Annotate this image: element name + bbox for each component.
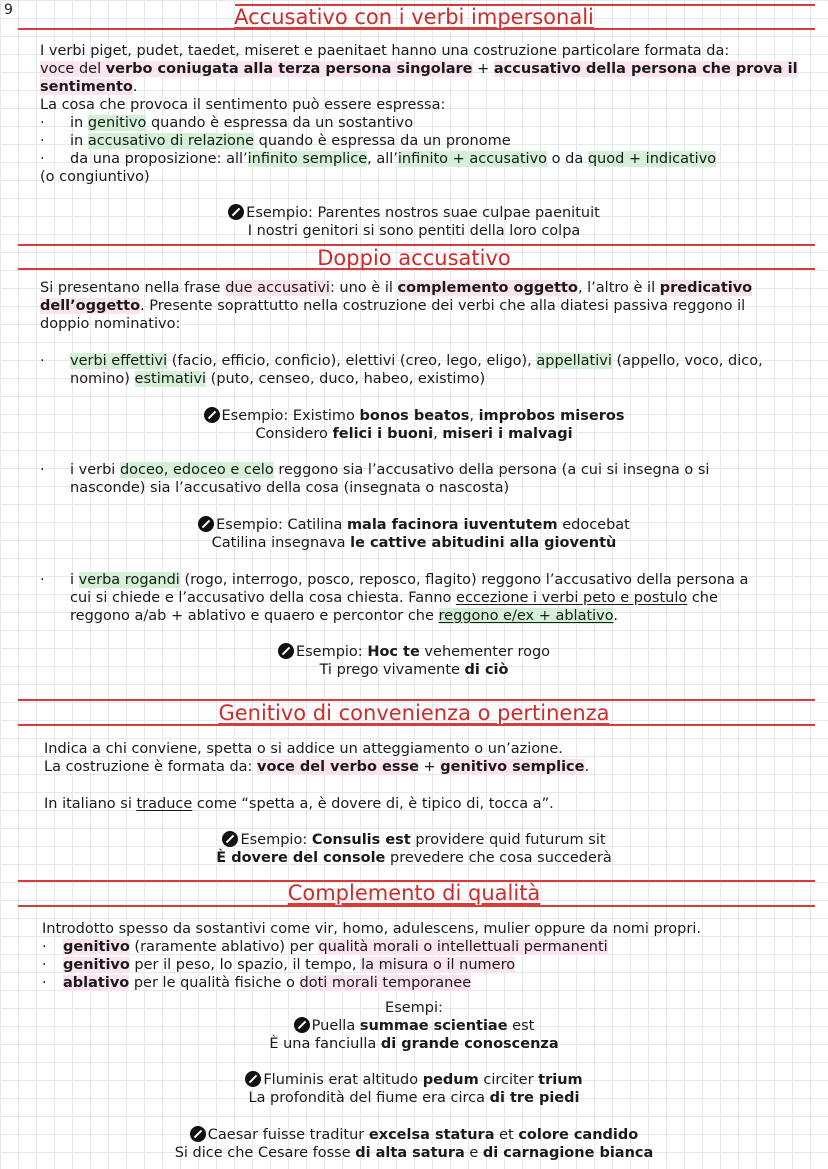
bullet-icon: · — [40, 151, 45, 167]
page-number: 9 — [4, 2, 13, 18]
example-latin: Fluminis erat altitudo pedum circiter trium — [100, 1071, 728, 1089]
list-item: i verbi doceo, edoceo e celo reggono sia l’accusativo della persona (a cui si insegna o si — [70, 462, 710, 478]
paragraph-line: sentimento. — [40, 79, 138, 95]
paragraph-line: Introdotto spesso da sostantivi come vir, homo, adulescens, mulier oppure da nomi propri. — [42, 921, 701, 937]
example-latin: Esempio: Hoc te vehementer rogo — [100, 643, 728, 661]
bullet-icon: · — [40, 115, 45, 131]
list-item: reggono a/ab + ablativo e quaero e percontor che reggono e/ex + ablativo. — [70, 608, 618, 624]
section-title-complemento-qualita: Complemento di qualità — [287, 881, 541, 905]
example-latin: Esempio: Catilina mala facinora iuventutem edocebat — [100, 516, 728, 534]
example-latin: Esempio: Parentes nostros suae culpae paenituit — [100, 204, 728, 222]
bullet-icon: · — [40, 462, 45, 478]
example-translation: È una fanciulla di grande conoscenza — [269, 1036, 559, 1052]
pencil-icon — [198, 516, 214, 532]
paragraph-line: Indica a chi conviene, spetta o si addice un atteggiamento o un’azione. — [44, 741, 563, 757]
list-item: ablativo per le qualità fisiche o doti morali temporanee — [63, 975, 472, 991]
list-item: verbi effettivi (facio, efficio, conficio), elettivi (creo, lego, eligo), appellativi (appello, voco, dico, — [70, 353, 763, 369]
example-translation: Si dice che Cesare fosse di alta satura e di carnagione bianca — [174, 1145, 654, 1161]
pencil-icon — [245, 1071, 261, 1087]
example-translation: Catilina insegnava le cattive abitudini alla gioventù — [211, 535, 617, 551]
example-latin: Esempio: Existimo bonos beatos, improbos miseros — [100, 407, 728, 425]
section-title-doppio-accusativo: Doppio accusativo — [317, 246, 511, 270]
section-title-accusativo-impersonali: Accusativo con i verbi impersonali — [234, 5, 594, 29]
pencil-icon — [278, 643, 294, 659]
list-item: in genitivo quando è espressa da un sostantivo — [70, 115, 414, 131]
paragraph-line: voce del verbo coniugata alla terza persona singolare + accusativo della persona che prova il — [40, 61, 798, 77]
pencil-icon — [190, 1126, 206, 1142]
example-translation: La profondità del fiume era circa di tre piedi — [248, 1090, 580, 1106]
example-translation: Considero felici i buoni, miseri i malvagi — [255, 426, 573, 442]
paragraph-line: Si presentano nella frase due accusativi: uno è il complemento oggetto, l’altro è il predicativo — [40, 280, 753, 296]
bullet-icon: · — [40, 133, 45, 149]
list-item: in accusativo di relazione quando è espressa da un pronome — [70, 133, 511, 149]
paragraph-line: In italiano si traduce come “spetta a, è dovere di, è tipico di, tocca a”. — [44, 796, 554, 812]
examples-heading: Esempi: — [385, 1000, 443, 1016]
bullet-icon: · — [42, 957, 47, 973]
paragraph-line: doppio nominativo: — [40, 316, 181, 332]
bullet-icon: · — [40, 353, 45, 369]
paragraph-line: dell’oggetto. Presente soprattutto nella costruzione dei verbi che alla diatesi passiva reggono il — [40, 298, 746, 314]
paragraph-line: La cosa che provoca il sentimento può essere espressa: — [40, 97, 446, 113]
bullet-icon: · — [42, 975, 47, 991]
example-translation: Ti prego vivamente di ciò — [319, 662, 509, 678]
pencil-icon — [228, 204, 244, 220]
divider-line — [18, 905, 815, 907]
list-item: i verba rogandi (rogo, interrogo, posco, reposco, flagito) reggono l’accusativo della persona a — [70, 572, 749, 588]
list-item: nasconde) sia l’accusativo della cosa (insegnata o nascosta) — [70, 480, 510, 496]
pencil-icon — [222, 831, 238, 847]
bullet-icon: · — [42, 939, 47, 955]
example-latin: Caesar fuisse traditur excelsa statura et colore candido — [80, 1126, 748, 1144]
list-item: da una proposizione: all’infinito semplice, all’infinito + accusativo o da quod + indicativo — [70, 151, 717, 167]
pencil-icon — [294, 1017, 310, 1033]
paragraph-line: La costruzione è formata da: voce del verbo esse + genitivo semplice. — [44, 759, 590, 775]
paragraph-line: (o congiuntivo) — [40, 169, 150, 185]
pencil-icon — [204, 407, 220, 423]
example-latin: Esempio: Consulis est providere quid futurum sit — [100, 831, 728, 849]
example-translation: I nostri genitori si sono pentiti della loro colpa — [247, 223, 581, 239]
list-item: nomino) estimativi (puto, censeo, duco, habeo, existimo) — [70, 371, 486, 387]
section-title-genitivo-convenienza: Genitivo di convenienza o pertinenza — [218, 701, 610, 725]
example-latin: Puella summae scientiae est — [100, 1017, 728, 1035]
list-item: genitivo per il peso, lo spazio, il tempo, la misura o il numero — [63, 957, 516, 973]
list-item: cui si chiede e l’accusativo della cosa chiesta. Fanno eccezione i verbi peto e postulo che — [70, 590, 718, 606]
list-item: genitivo (raramente ablativo) per qualità morali o intellettuali permanenti — [63, 939, 608, 955]
paragraph-line: I verbi piget, pudet, taedet, miseret e paenitaet hanno una costruzione particolare formata da: — [40, 43, 730, 59]
example-translation: È dovere del console prevedere che cosa succederà — [216, 850, 612, 866]
bullet-icon: · — [40, 572, 45, 588]
